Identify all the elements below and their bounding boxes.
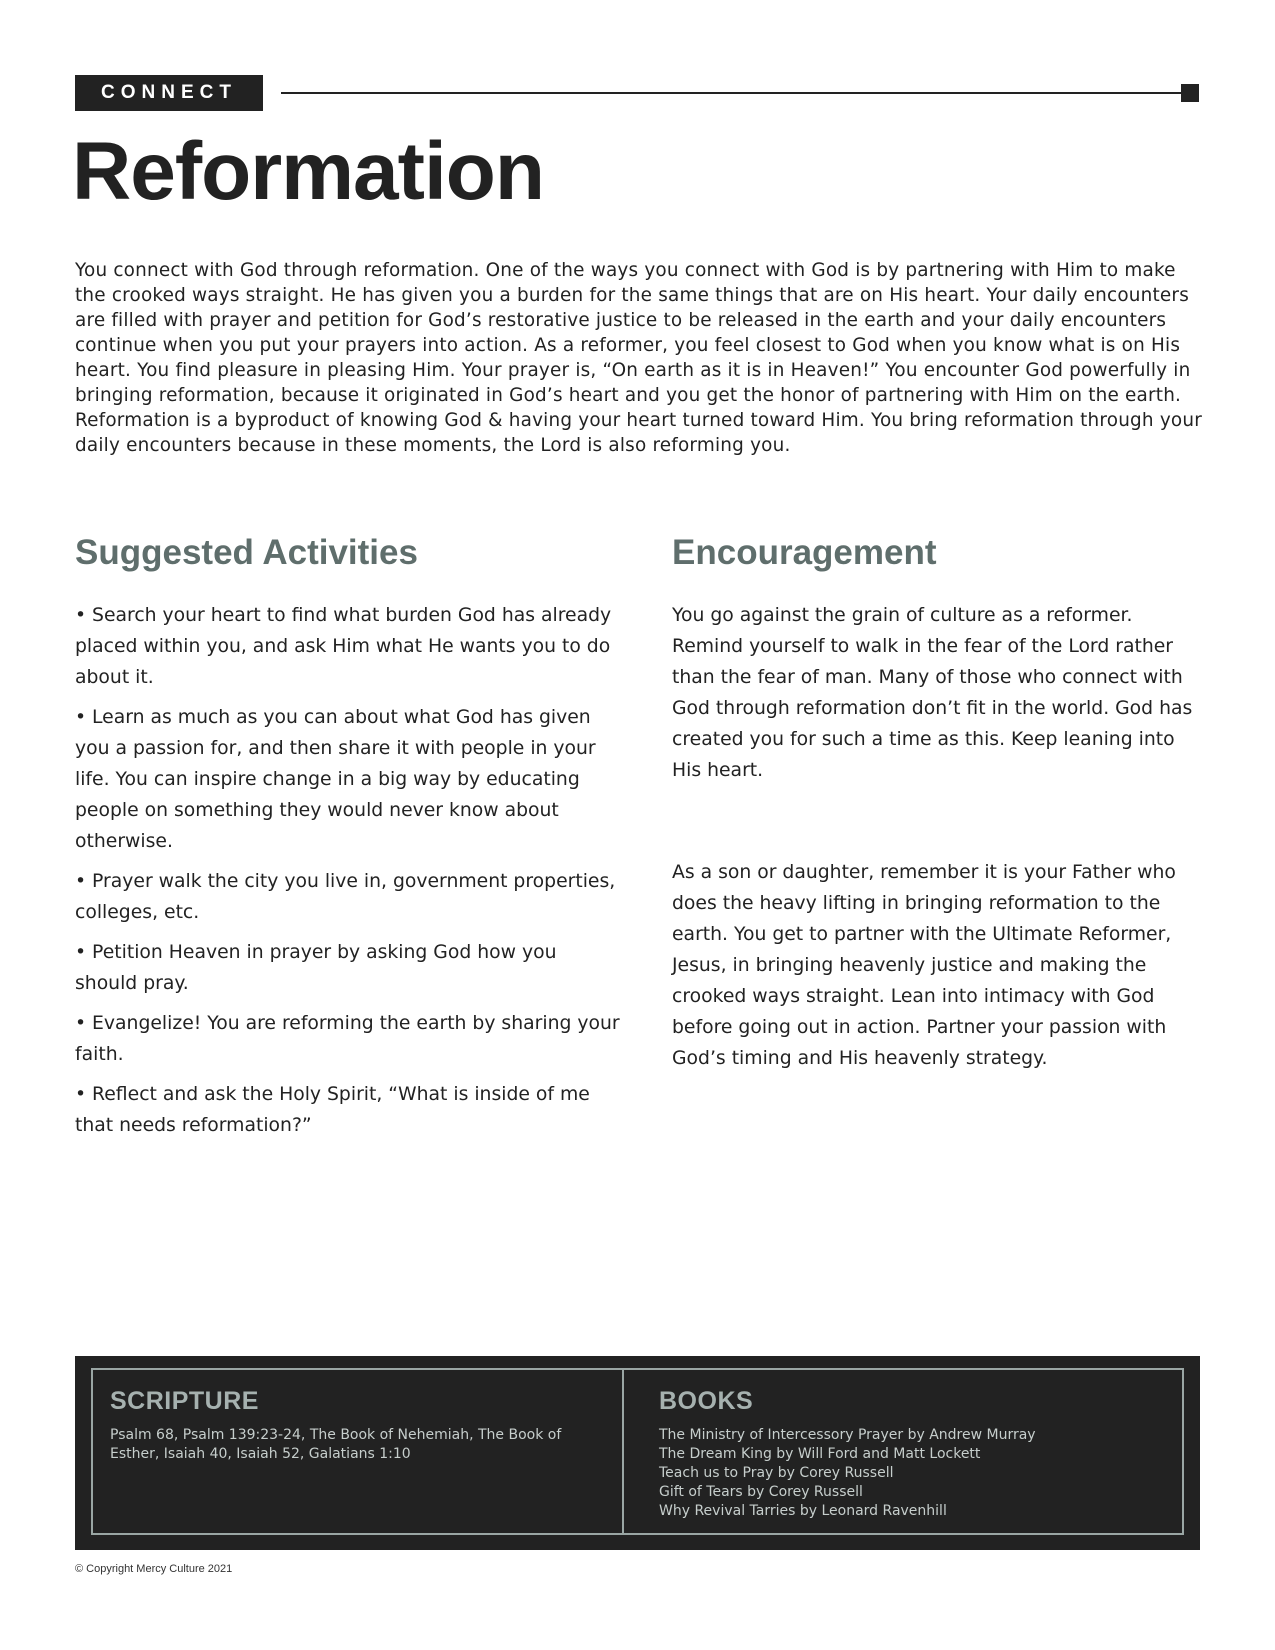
activities-list: [75, 600, 620, 1141]
suggested-activities-heading: Suggested Activities: [75, 533, 418, 572]
book-item: Why Revival Tarries by Leonard Ravenhill: [659, 1503, 947, 1519]
encouragement-heading: Encouragement: [672, 533, 937, 572]
page-title: Reformation: [72, 126, 544, 217]
activity-item: • Reflect and ask the Holy Spirit, “What is inside of me that needs reformation?”: [75, 1084, 590, 1136]
encouragement-section: [672, 530, 1207, 1074]
activity-item: • Learn as much as you can about what God has given you a passion for, and then share it with people in your life. You can inspire change in a big way by educating people on something they would never know about otherwise.: [75, 707, 596, 852]
book-item: The Ministry of Intercessory Prayer by Andrew Murray: [659, 1427, 1036, 1443]
encouragement-paragraph: As a son or daughter, remember it is your Father who does the heavy lifting in bringing reformation to the earth. You get to partner with the Ultimate Reformer, Jesus, in bringing heavenly justice and making the crooked ways straight. Lean into intimacy with God before going out in action. Partner your passion with God’s timing and His heavenly strategy.: [672, 862, 1176, 1069]
books-heading: BOOKS: [659, 1387, 754, 1415]
books-section: [659, 1386, 1159, 1521]
scripture-list: Psalm 68, Psalm 139:23-24, The Book of Nehemiah, The Book of Esther, Isaiah 40, Isaiah 52, Galatians 1:10: [110, 1427, 562, 1462]
resources-divider: [622, 1368, 624, 1535]
section-header: [75, 75, 1199, 111]
activity-item: • Petition Heaven in prayer by asking God how you should pray.: [75, 942, 557, 994]
header-rule-end-square: [1181, 84, 1199, 102]
scripture-heading: SCRIPTURE: [110, 1387, 259, 1415]
resources-panel: [75, 1356, 1200, 1550]
activity-item: • Evangelize! You are reforming the earth by sharing your faith.: [75, 1013, 620, 1065]
book-item: Gift of Tears by Corey Russell: [659, 1484, 863, 1500]
section-tag: CONNECT: [75, 75, 263, 111]
encouragement-paragraph: You go against the grain of culture as a reformer. Remind yourself to walk in the fear of the Lord rather than the fear of man. Many of those who connect with God through reformation don’t fit in the world. God has created you for such a time as this. Keep leaning into His heart.: [672, 605, 1193, 781]
activity-item: • Prayer walk the city you live in, government properties, colleges, etc.: [75, 871, 616, 923]
book-item: Teach us to Pray by Corey Russell: [659, 1465, 894, 1481]
copyright-notice: © Copyright Mercy Culture 2021: [75, 1563, 233, 1575]
activity-item: • Search your heart to find what burden God has already placed within you, and ask Him what He wants you to do about it.: [75, 605, 612, 688]
book-item: The Dream King by Will Ford and Matt Lockett: [659, 1446, 981, 1462]
scripture-section: [110, 1386, 610, 1464]
suggested-activities-section: [75, 530, 620, 1150]
header-rule: [281, 92, 1185, 94]
intro-paragraph: You connect with God through reformation. One of the ways you connect with God is by partnering with Him to make the crooked ways straight. He has given you a burden for the same things that are on His heart. Your daily encounters are filled with prayer and petition for God’s restorative justice to be released in the earth and your daily encounters continue when you put your prayers into action. As a reformer, you feel closest to God when you know what is on His heart. You find pleasure in pleasing Him. Your prayer is, “On earth as it is in Heaven!” You encounter God powerfully in bringing reformation, because it originated in God’s heart and you get the honor of partnering with Him on the earth. Reformation is a byproduct of knowing God & having your heart turned toward Him. You bring reformation through your daily encounters because in these moments, the Lord is also reforming you.: [75, 260, 1202, 456]
